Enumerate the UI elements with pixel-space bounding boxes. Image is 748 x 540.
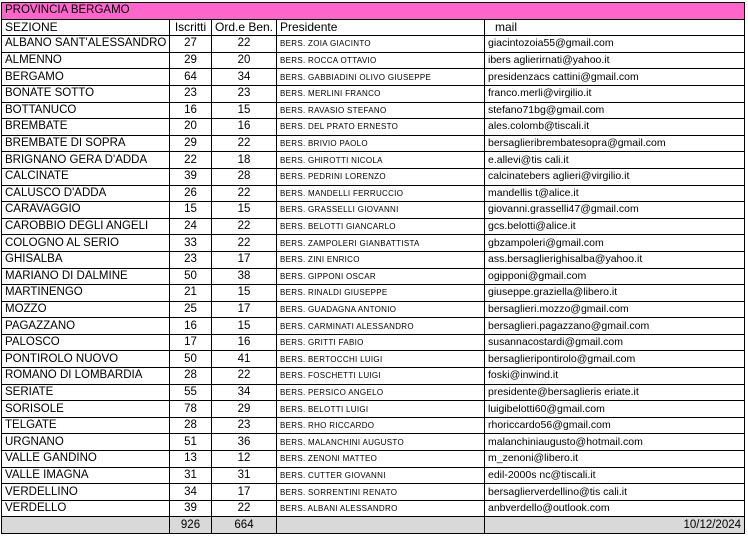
table-row [2, 69, 745, 86]
sheet-title[interactable]: PROVINCIA BERGAMO [2, 3, 745, 20]
header-iscritti[interactable]: Iscritti [170, 19, 212, 36]
cell-presidente[interactable]: BERS. CUTTER GIOVANNI [277, 467, 485, 484]
cell-iscritti[interactable]: 27 [170, 36, 212, 53]
cell-ord[interactable]: 15 [212, 318, 277, 335]
cell-mail[interactable]: mandellis t@alice.it [485, 185, 745, 202]
table-row [2, 235, 745, 252]
cell-iscritti[interactable]: 23 [170, 251, 212, 268]
cell-ord[interactable]: 15 [212, 102, 277, 119]
cell-iscritti[interactable]: 28 [170, 417, 212, 434]
cell-iscritti[interactable]: 15 [170, 202, 212, 219]
cell-ord[interactable]: 29 [212, 401, 277, 418]
cell-sezione[interactable]: BERGAMO [2, 69, 170, 86]
cell-iscritti[interactable]: 29 [170, 52, 212, 69]
cell-iscritti[interactable]: 29 [170, 135, 212, 152]
cell-sezione[interactable]: SORISOLE [2, 401, 170, 418]
cell-ord[interactable]: 22 [212, 185, 277, 202]
table-row [2, 351, 745, 368]
cell-ord[interactable]: 38 [212, 268, 277, 285]
cell-iscritti[interactable]: 64 [170, 69, 212, 86]
cell-presidente[interactable]: BERS. ROCCA OTTAVIO [277, 52, 485, 69]
cell-sezione[interactable]: GHISALBA [2, 251, 170, 268]
cell-mail[interactable]: luigibelotti60@gmail.com [485, 401, 745, 418]
table-row [2, 119, 745, 136]
cell-presidente[interactable]: BERS. GABBIADINI OLIVO GIUSEPPE [277, 69, 485, 86]
cell-sezione[interactable]: CARAVAGGIO [2, 202, 170, 219]
cell-presidente[interactable]: BERS. ALBANI ALESSANDRO [277, 500, 485, 517]
cell-iscritti[interactable]: 51 [170, 434, 212, 451]
cell-mail[interactable]: bersaglieribrembatesopra@gmail.com [485, 135, 745, 152]
cell-sezione[interactable]: MARTINENGO [2, 285, 170, 302]
cell-mail[interactable]: ass.bersaglierighisalba@yahoo.it [485, 251, 745, 268]
cell-mail[interactable]: presidente@bersaglieris eriate.it [485, 384, 745, 401]
header-mail[interactable]: mail [485, 19, 745, 36]
cell-sezione[interactable]: BRIGNANO GERA D'ADDA [2, 152, 170, 169]
cell-ord[interactable]: 22 [212, 368, 277, 385]
totals-row [2, 517, 745, 534]
cell-presidente[interactable]: BERS. DEL PRATO ERNESTO [277, 119, 485, 136]
cell-mail[interactable]: bersaglieri.pagazzano@gmail.com [485, 318, 745, 335]
cell-mail[interactable]: ibers aglierirnati@yahoo.it [485, 52, 745, 69]
header-row [2, 19, 745, 36]
table-row [2, 152, 745, 169]
cell-ord[interactable]: 31 [212, 467, 277, 484]
table-row [2, 52, 745, 69]
table-row [2, 334, 745, 351]
table-row [2, 384, 745, 401]
header-presidente[interactable]: Presidente [277, 19, 485, 36]
cell-presidente[interactable]: BERS. RHO RICCARDO [277, 417, 485, 434]
cell-ord[interactable]: 23 [212, 85, 277, 102]
cell-presidente[interactable]: BERS. BRIVIO PAOLO [277, 135, 485, 152]
cell-presidente[interactable]: BERS. CARMINATI ALESSANDRO [277, 318, 485, 335]
cell-presidente[interactable]: BERS. PEDRINI LORENZO [277, 168, 485, 185]
cell-ord[interactable]: 17 [212, 251, 277, 268]
cell-sezione[interactable]: BREMBATE [2, 119, 170, 136]
cell-presidente[interactable]: BERS. ZAMPOLERI GIANBATTISTA [277, 235, 485, 252]
cell-presidente[interactable]: BERS. BELOTTI GIANCARLO [277, 218, 485, 235]
cell-presidente[interactable]: BERS. GIPPONI OSCAR [277, 268, 485, 285]
cell-ord[interactable]: 22 [212, 36, 277, 53]
cell-presidente[interactable]: BERS. GUADAGNA ANTONIO [277, 301, 485, 318]
cell-iscritti[interactable]: 34 [170, 484, 212, 501]
report-date[interactable]: 10/12/2024 [485, 517, 745, 534]
cell-sezione[interactable]: MARIANO DI DALMINE [2, 268, 170, 285]
title-row [2, 3, 745, 20]
cell-sezione[interactable]: VALLE IMAGNA [2, 467, 170, 484]
cell-sezione[interactable]: PAGAZZANO [2, 318, 170, 335]
spreadsheet-table [1, 2, 745, 534]
table-row [2, 36, 745, 53]
cell-iscritti[interactable]: 13 [170, 451, 212, 468]
cell-total-empty[interactable] [2, 517, 170, 534]
table-row [2, 467, 745, 484]
cell-ord[interactable]: 12 [212, 451, 277, 468]
cell-mail[interactable]: presidenzacs cattini@gmail.com [485, 69, 745, 86]
table-row [2, 285, 745, 302]
cell-presidente[interactable]: BERS. SORRENTINI RENATO [277, 484, 485, 501]
cell-mail[interactable]: rhoriccardo56@gmail.com [485, 417, 745, 434]
table-row [2, 318, 745, 335]
cell-presidente[interactable]: BERS. GHIROTTI NICOLA [277, 152, 485, 169]
cell-presidente[interactable]: BERS. FOSCHETTI LUIGI [277, 368, 485, 385]
cell-iscritti[interactable]: 28 [170, 368, 212, 385]
cell-ord[interactable]: 22 [212, 218, 277, 235]
cell-ord[interactable]: 22 [212, 235, 277, 252]
cell-iscritti[interactable]: 25 [170, 301, 212, 318]
header-ord[interactable]: Ord.e Ben. [212, 19, 277, 36]
cell-presidente[interactable]: BERS. BELOTTI LUIGI [277, 401, 485, 418]
cell-ord[interactable]: 17 [212, 301, 277, 318]
cell-presidente[interactable]: BERS. ZENONI MATTEO [277, 451, 485, 468]
cell-ord[interactable]: 18 [212, 152, 277, 169]
cell-iscritti[interactable]: 50 [170, 351, 212, 368]
header-sezione[interactable]: SEZIONE [2, 19, 170, 36]
table-row [2, 434, 745, 451]
cell-mail[interactable]: giuseppe.graziella@libero.it [485, 285, 745, 302]
cell-presidente[interactable]: BERS. PERSICO ANGELO [277, 384, 485, 401]
cell-sezione[interactable]: TELGATE [2, 417, 170, 434]
cell-iscritti[interactable]: 17 [170, 334, 212, 351]
cell-iscritti[interactable]: 20 [170, 119, 212, 136]
cell-presidente[interactable]: BERS. RAVASIO STEFANO [277, 102, 485, 119]
cell-mail[interactable]: giacintozoia55@gmail.com [485, 36, 745, 53]
table-row [2, 268, 745, 285]
table-row [2, 251, 745, 268]
cell-ord[interactable]: 22 [212, 500, 277, 517]
cell-sezione[interactable]: URGNANO [2, 434, 170, 451]
cell-mail[interactable]: malanchiniaugusto@hotmail.com [485, 434, 745, 451]
cell-sezione[interactable]: VERDELLINO [2, 484, 170, 501]
total-ord[interactable]: 664 [212, 517, 277, 534]
cell-sezione[interactable]: BREMBATE DI SOPRA [2, 135, 170, 152]
cell-iscritti[interactable]: 23 [170, 85, 212, 102]
cell-mail[interactable]: calcinatebers aglieri@virgilio.it [485, 168, 745, 185]
cell-iscritti[interactable]: 50 [170, 268, 212, 285]
cell-mail[interactable]: stefano71bg@gmail.com [485, 102, 745, 119]
table-row [2, 417, 745, 434]
cell-ord[interactable]: 17 [212, 484, 277, 501]
cell-mail[interactable]: franco.merli@virgilio.it [485, 85, 745, 102]
cell-presidente[interactable]: BERS. MALANCHINI AUGUSTO [277, 434, 485, 451]
cell-mail[interactable]: anbverdello@outlook.com [485, 500, 745, 517]
total-iscritti[interactable]: 926 [170, 517, 212, 534]
cell-sezione[interactable]: COLOGNO AL SERIO [2, 235, 170, 252]
cell-presidente[interactable]: BERS. RINALDI GIUSEPPE [277, 285, 485, 302]
cell-sezione[interactable]: VERDELLO [2, 500, 170, 517]
cell-ord[interactable]: 20 [212, 52, 277, 69]
cell-ord[interactable]: 34 [212, 384, 277, 401]
cell-ord[interactable]: 28 [212, 168, 277, 185]
cell-ord[interactable]: 16 [212, 334, 277, 351]
cell-iscritti[interactable]: 33 [170, 235, 212, 252]
table-row [2, 451, 745, 468]
cell-iscritti[interactable]: 21 [170, 285, 212, 302]
cell-mail[interactable]: ogipponi@gmail.com [485, 268, 745, 285]
table-row [2, 218, 745, 235]
cell-mail[interactable]: gbzampoleri@gmail.com [485, 235, 745, 252]
cell-mail[interactable]: foski@inwind.it [485, 368, 745, 385]
cell-sezione[interactable]: ALMENNO [2, 52, 170, 69]
cell-total-empty[interactable] [277, 517, 485, 534]
cell-presidente[interactable]: BERS. ZOIA GIACINTO [277, 36, 485, 53]
cell-iscritti[interactable]: 22 [170, 152, 212, 169]
cell-mail[interactable]: bersaglieri.mozzo@gmail.com [485, 301, 745, 318]
table-row [2, 185, 745, 202]
cell-presidente[interactable]: BERS. BERTOCCHI LUIGI [277, 351, 485, 368]
cell-ord[interactable]: 23 [212, 417, 277, 434]
cell-sezione[interactable]: BOTTANUCO [2, 102, 170, 119]
cell-ord[interactable]: 15 [212, 202, 277, 219]
cell-presidente[interactable]: BERS. MANDELLI FERRUCCIO [277, 185, 485, 202]
cell-ord[interactable]: 15 [212, 285, 277, 302]
cell-presidente[interactable]: BERS. GRITTI FABIO [277, 334, 485, 351]
cell-mail[interactable]: edil-2000s nc@tiscali.it [485, 467, 745, 484]
table-row [2, 85, 745, 102]
cell-ord[interactable]: 16 [212, 119, 277, 136]
cell-presidente[interactable]: BERS. GRASSELLI GIOVANNI [277, 202, 485, 219]
cell-iscritti[interactable]: 78 [170, 401, 212, 418]
cell-presidente[interactable]: BERS. MERLINI FRANCO [277, 85, 485, 102]
cell-mail[interactable]: m_zenoni@libero.it [485, 451, 745, 468]
cell-iscritti[interactable]: 26 [170, 185, 212, 202]
table-row [2, 368, 745, 385]
cell-iscritti[interactable]: 39 [170, 500, 212, 517]
cell-presidente[interactable]: BERS. ZINI ENRICO [277, 251, 485, 268]
table-row [2, 500, 745, 517]
cell-sezione[interactable]: ROMANO DI LOMBARDIA [2, 368, 170, 385]
table-row [2, 202, 745, 219]
cell-sezione[interactable]: CAROBBIO DEGLI ANGELI [2, 218, 170, 235]
cell-sezione[interactable]: BONATE SOTTO [2, 85, 170, 102]
cell-mail[interactable]: bersaglierverdellino@tis cali.it [485, 484, 745, 501]
table-row [2, 135, 745, 152]
cell-sezione[interactable]: CALUSCO D'ADDA [2, 185, 170, 202]
cell-iscritti[interactable]: 24 [170, 218, 212, 235]
table-row [2, 401, 745, 418]
cell-sezione[interactable]: PONTIROLO NUOVO [2, 351, 170, 368]
cell-ord[interactable]: 36 [212, 434, 277, 451]
cell-sezione[interactable]: MOZZO [2, 301, 170, 318]
cell-mail[interactable]: gcs.belotti@alice.it [485, 218, 745, 235]
cell-sezione[interactable]: SERIATE [2, 384, 170, 401]
table-row [2, 102, 745, 119]
cell-ord[interactable]: 34 [212, 69, 277, 86]
cell-sezione[interactable]: CALCINATE [2, 168, 170, 185]
cell-sezione[interactable]: ALBANO SANT'ALESSANDRO [2, 36, 170, 53]
cell-sezione[interactable]: PALOSCO [2, 334, 170, 351]
table-row [2, 301, 745, 318]
cell-iscritti[interactable]: 39 [170, 168, 212, 185]
cell-iscritti[interactable]: 55 [170, 384, 212, 401]
cell-ord[interactable]: 22 [212, 135, 277, 152]
table-row [2, 168, 745, 185]
cell-iscritti[interactable]: 16 [170, 102, 212, 119]
cell-mail[interactable]: e.allevi@tis cali.it [485, 152, 745, 169]
table-row [2, 484, 745, 501]
cell-ord[interactable]: 41 [212, 351, 277, 368]
cell-mail[interactable]: giovanni.grasselli47@gmail.com [485, 202, 745, 219]
cell-sezione[interactable]: VALLE GANDINO [2, 451, 170, 468]
cell-mail[interactable]: ales.colomb@tiscali.it [485, 119, 745, 136]
cell-mail[interactable]: susannacostardi@gmail.com [485, 334, 745, 351]
cell-iscritti[interactable]: 16 [170, 318, 212, 335]
cell-mail[interactable]: bersaglieripontirolo@gmail.com [485, 351, 745, 368]
cell-iscritti[interactable]: 31 [170, 467, 212, 484]
